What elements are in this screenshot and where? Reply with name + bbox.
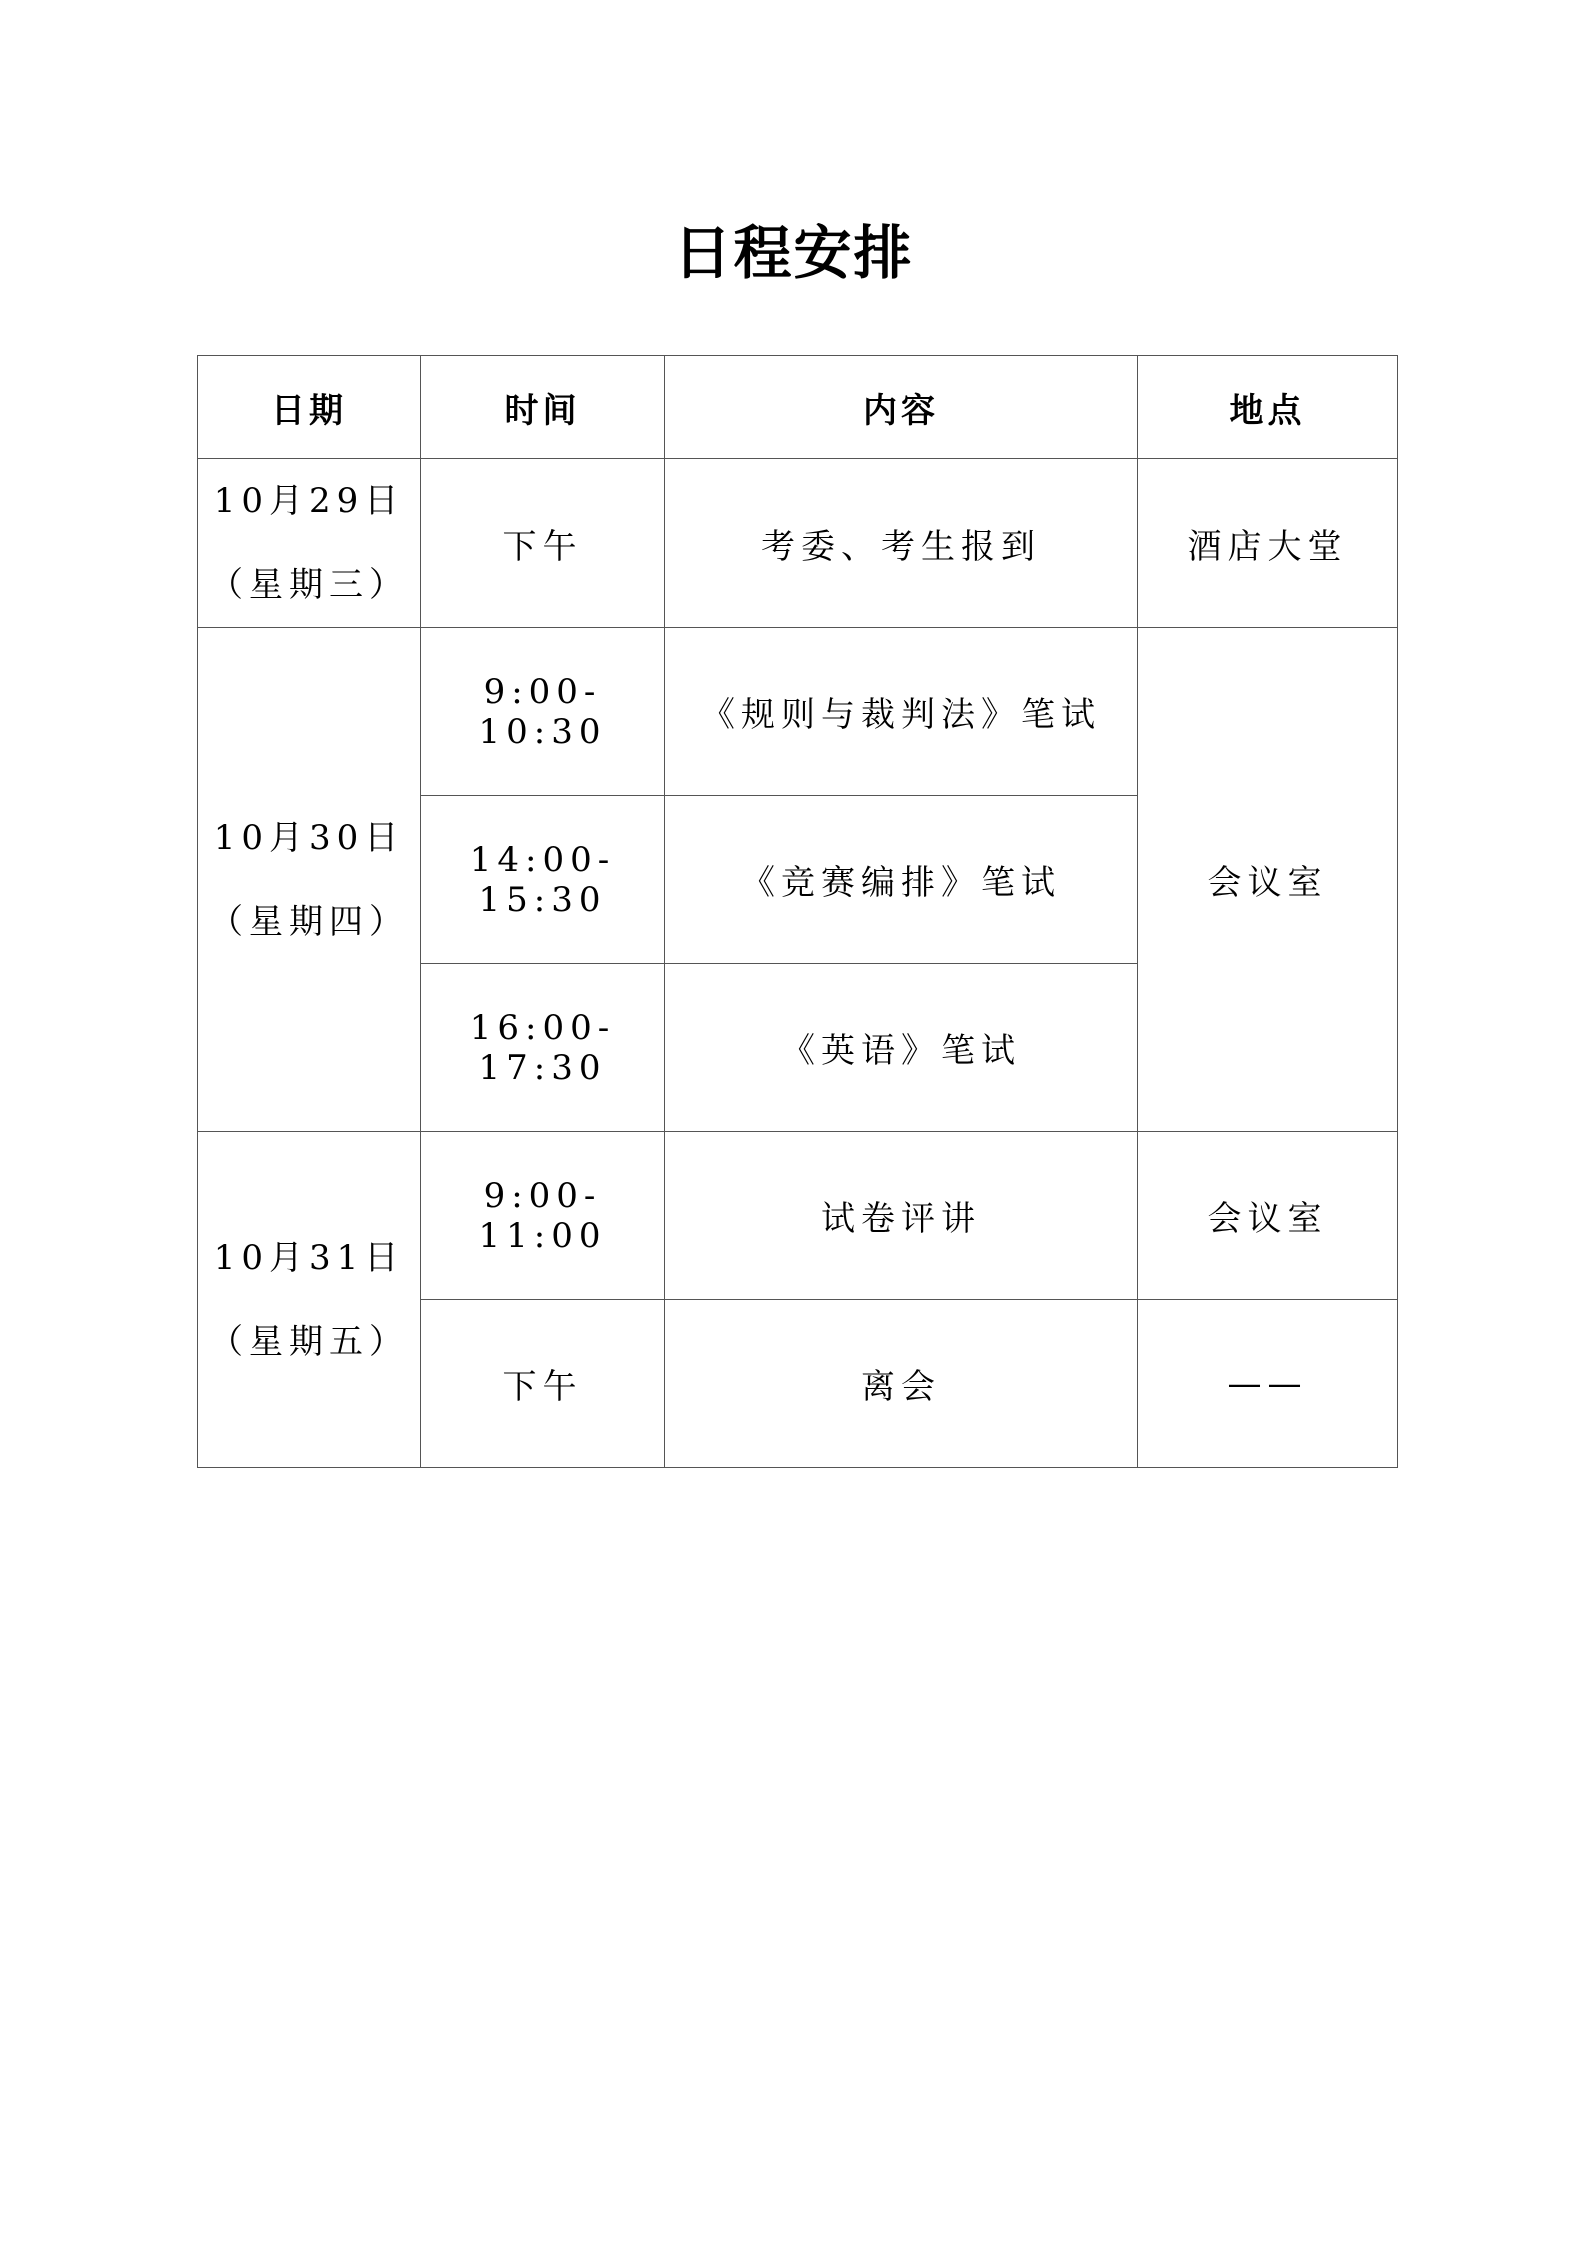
- content-cell: 离会: [665, 1300, 1138, 1468]
- content-cell: 《规则与裁判法》笔试: [665, 628, 1138, 796]
- table-row: [198, 628, 1398, 796]
- date-cell: [198, 1132, 421, 1468]
- location-cell: 会议室: [1138, 1132, 1398, 1300]
- header-date: 日期: [198, 356, 421, 459]
- table-row: [198, 1132, 1398, 1300]
- content-cell: 考委、考生报到: [665, 459, 1138, 628]
- time-cell: 9:00-10:30: [421, 628, 665, 796]
- location-cell: 酒店大堂: [1138, 459, 1398, 628]
- date-cell: [198, 459, 421, 628]
- time-cell: 16:00-17:30: [421, 964, 665, 1132]
- header-time: 时间: [421, 356, 665, 459]
- date-text: 10月30日: [213, 817, 405, 858]
- time-cell: 下午: [421, 459, 665, 628]
- weekday-text: （星期三）: [209, 565, 409, 605]
- location-cell: 会议室: [1138, 628, 1398, 1132]
- time-cell: 9:00-11:00: [421, 1132, 665, 1300]
- weekday-text: （星期五）: [209, 1321, 409, 1362]
- weekday-text: （星期四）: [209, 901, 409, 942]
- time-cell: 14:00-15:30: [421, 796, 665, 964]
- header-content: 内容: [665, 356, 1138, 459]
- content-cell: 《英语》笔试: [665, 964, 1138, 1132]
- content-cell: 《竞赛编排》笔试: [665, 796, 1138, 964]
- header-location: 地点: [1138, 356, 1398, 459]
- time-cell: 下午: [421, 1300, 665, 1468]
- table-header-row: [198, 356, 1398, 459]
- content-cell: 试卷评讲: [665, 1132, 1138, 1300]
- location-cell: ——: [1138, 1300, 1398, 1468]
- schedule-table: [197, 355, 1398, 1468]
- date-text: 10月31日: [213, 1237, 405, 1278]
- date-text: 10月29日: [213, 481, 405, 521]
- page-title: 日程安排: [673, 219, 914, 287]
- date-cell: [198, 628, 421, 1132]
- table-row: [198, 459, 1398, 628]
